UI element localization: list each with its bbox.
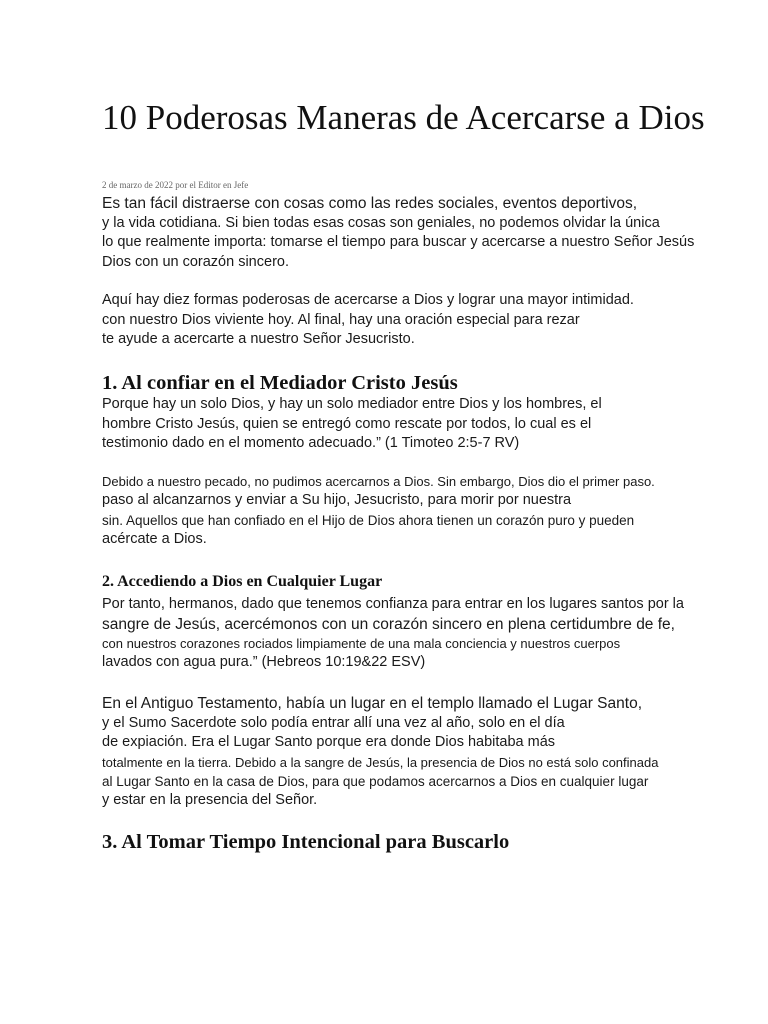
text-line: al Lugar Santo en la casa de Dios, para que podamos acercarnos a Dios en cualquier lugar	[102, 773, 649, 789]
text-line: totalmente en la tierra. Debido a la sangre de Jesús, la presencia de Dios no está solo confinada	[102, 754, 659, 770]
section-1-body	[102, 472, 655, 549]
section-heading-1: 1. Al confiar en el Mediador Cristo Jesús	[102, 372, 458, 394]
text-line: y el Sumo Sacerdote solo podía entrar allí una vez al año, solo en el día	[102, 714, 565, 731]
text-line: con nuestro Dios viviente hoy. Al final, hay una oración especial para rezar	[102, 311, 580, 328]
text-line: testimonio dado en el momento adecuado.” (1 Timoteo 2:5-7 RV)	[102, 435, 520, 451]
text-line: Por tanto, hermanos, dado que tenemos confianza para entrar en los lugares santos por la	[102, 596, 684, 612]
text-line: sin. Aquellos que han confiado en el Hijo de Dios ahora tienen un corazón puro y pueden	[102, 512, 635, 528]
text-line: y estar en la presencia del Señor.	[102, 791, 318, 808]
text-line: paso al alcanzarnos y enviar a Su hijo, Jesucristo, para morir por nuestra	[102, 492, 572, 508]
intro-paragraph	[102, 194, 694, 272]
text-line: lo que realmente importa: tomarse el tiempo para buscar y acercarse a nuestro Señor Jesús	[102, 234, 695, 250]
section-heading-3: 3. Al Tomar Tiempo Intencional para Buscarlo	[102, 831, 510, 853]
section-heading-2: 2. Accediendo a Dios en Cualquier Lugar	[102, 573, 383, 590]
text-line: Es tan fácil distraerse con cosas como las redes sociales, eventos deportivos,	[102, 195, 638, 212]
intro-paragraph-2	[102, 291, 634, 350]
text-line: hombre Cristo Jesús, quien se entregó como rescate por todos, lo cual es el	[102, 415, 592, 432]
text-line: lavados con agua pura.” (Hebreos 10:19&22 ESV)	[102, 654, 426, 670]
text-line: de expiación. Era el Lugar Santo porque era donde Dios habitaba más	[102, 734, 556, 750]
article-byline: 2 de marzo de 2022 por el Editor en Jefe	[102, 180, 249, 190]
text-line: acércate a Dios.	[102, 530, 207, 547]
text-line: Aquí hay diez formas poderosas de acercarse a Dios y lograr una mayor intimidad.	[102, 292, 634, 308]
text-line: Porque hay un solo Dios, y hay un solo mediador entre Dios y los hombres, el	[102, 396, 602, 412]
text-line: En el Antiguo Testamento, había un lugar en el templo llamado el Lugar Santo,	[102, 695, 642, 712]
section-1-quote	[102, 395, 602, 454]
text-line: sangre de Jesús, acercémonos con un corazón sincero en plena certidumbre de fe,	[102, 615, 675, 633]
article-title: 10 Poderosas Maneras de Acercarse a Dios	[102, 98, 705, 137]
section-2-body	[102, 694, 658, 810]
text-line: Dios con un corazón sincero.	[102, 253, 289, 270]
text-line: y la vida cotidiana. Si bien todas esas cosas son geniales, no podemos olvidar la única	[102, 214, 660, 231]
section-2-quote	[102, 595, 684, 673]
text-line: Debido a nuestro pecado, no pudimos acercarnos a Dios. Sin embargo, Dios dio el primer paso.	[102, 474, 655, 489]
text-line: con nuestros corazones rociados limpiamente de una mala conciencia y nuestros cuerpos	[102, 636, 621, 651]
text-line: te ayude a acercarte a nuestro Señor Jesucristo.	[102, 331, 415, 347]
